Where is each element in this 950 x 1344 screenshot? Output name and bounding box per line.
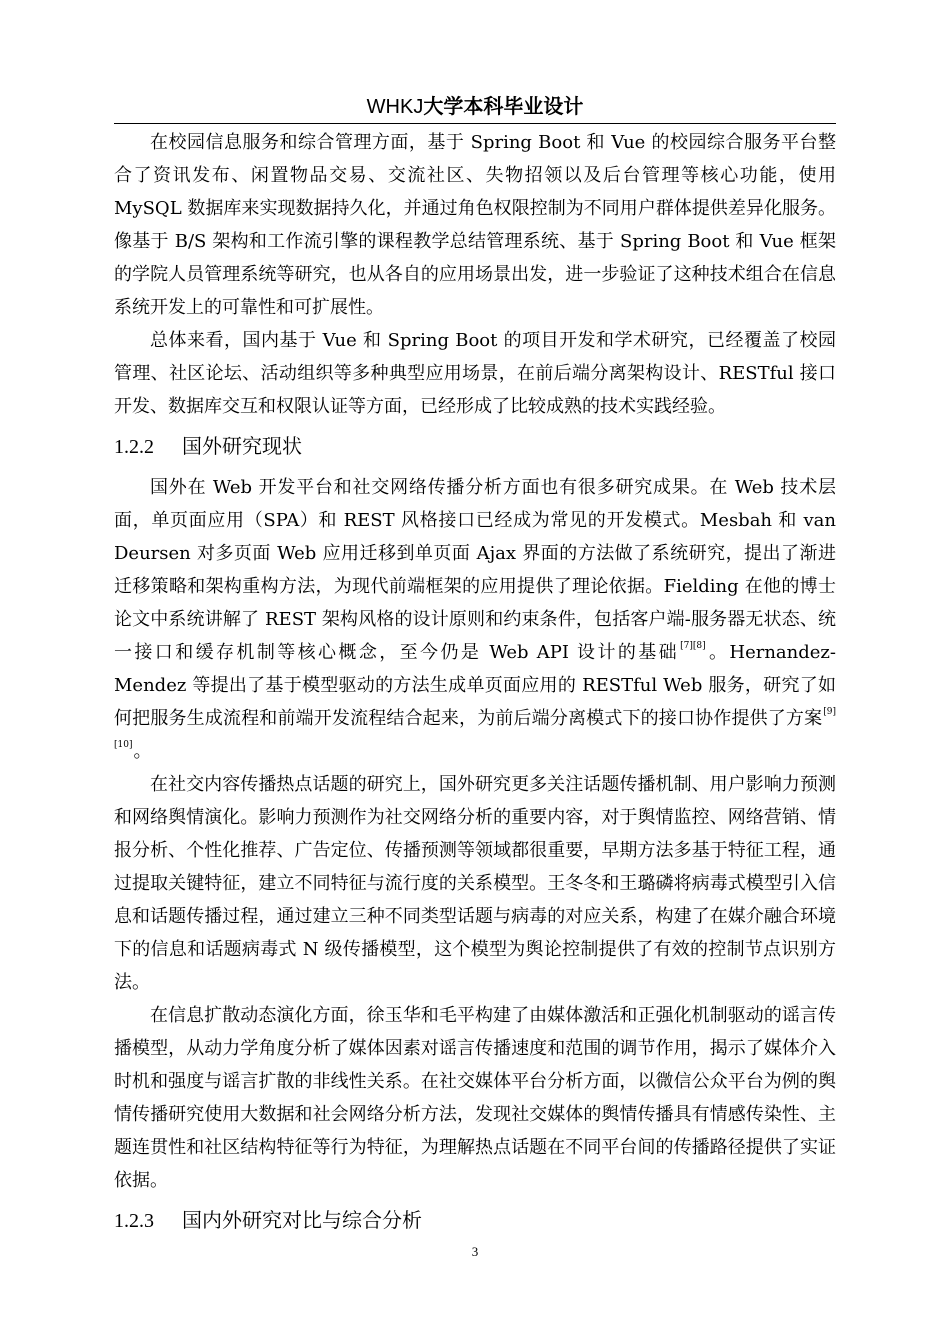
paragraph-text: 。Hernandez-Mendez 等提出了基于模型驱动的方法生成单页面应用的 RESTful Web 服务，研究了如何把服务生成流程和前端开发流程结合起来，为前后端分离模式下的接口协作提供了方案 <box>114 642 836 729</box>
paragraph: 在社交内容传播热点话题的研究上，国外研究更多关注话题传播机制、用户影响力预测和网络舆情演化。影响力预测作为社交网络分析的重要内容，对于舆情监控、网络营销、情报分析、个性化推荐、广告定位、传播预测等领域都很重要，早期方法多基于特征工程，通过提取关键特征，建立不同特征与流行度的关系模型。王冬冬和王璐磷将病毒式模型引入信息和话题传播过程，通过建立三种不同类型话题与病毒的对应关系，构建了在媒介融合环境下的信息和话题病毒式 N 级传播模型，这个模型为舆论控制提供了有效的控制节点识别方法。 <box>114 774 836 993</box>
paragraph: 在校园信息服务和综合管理方面，基于 Spring Boot 和 Vue 的校园综合服务平台整合了资讯发布、闲置物品交易、交流社区、失物招领以及后台管理等核心功能，使用 MySQL 数据库来实现数据持久化，并通过角色权限控制为不同用户群体提供差异化服务。像基于 B/S 架构和工作流引擎的课程教学总结管理系统、基于 Spring Boot 和 Vue 框架的学院人员管理系统等研究，也从各自的应用场景出发，进一步验证了这种技术组合在信息系统开发上的可靠性和可扩展性。 <box>114 132 836 318</box>
paragraph-text: 。 <box>133 741 152 762</box>
section-heading-1-2-3 <box>114 1197 836 1245</box>
document-body <box>114 126 836 1245</box>
section-title: 国内外研究对比与综合分析 <box>182 1208 422 1232</box>
paragraph <box>114 471 836 768</box>
section-title: 国外研究现状 <box>182 434 302 458</box>
paragraph: 在信息扩散动态演化方面，徐玉华和毛平构建了由媒体激活和正强化机制驱动的谣言传播模型，从动力学角度分析了媒体因素对谣言传播速度和范围的调节作用，揭示了媒体介入时机和强度与谣言扩散的非线性关系。在社交媒体平台分析方面，以微信公众平台为例的舆情传播研究使用大数据和社会网络分析方法，发现社交媒体的舆情传播具有情感传染性、主题连贯性和社区结构特征等行为特征，为理解热点话题在不同平台间的传播路径提供了实证依据。 <box>114 1005 836 1191</box>
header-title: 大学本科毕业设计 <box>423 94 584 118</box>
paragraph-text: 国外在 Web 开发平台和社交网络传播分析方面也有很多研究成果。在 Web 技术层面，单页面应用（SPA）和 REST 风格接口已经成为常见的开发模式。Mesbah 和 van Deursen 对多页面 Web 应用迁移到单页面 Ajax 界面的方法做了系统研究，提出了渐进迁移策略和架构重构方法，为现代前端框架的应用提供了理论依据。Fielding 在他的博士论文中系统讲解了 REST 架构风格的设计原则和约束条件，包括客户端-服务器无状态、统一接口和缓存机制等核心概念，至今仍是 Web API 设计的基础 <box>114 477 836 663</box>
section-number: 1.2.2 <box>114 436 154 458</box>
section-number: 1.2.3 <box>114 1210 154 1232</box>
citation: [9][10] <box>114 707 836 750</box>
header-school: WHKJ <box>366 96 424 118</box>
paragraph: 总体来看，国内基于 Vue 和 Spring Boot 的项目开发和学术研究，已经覆盖了校园管理、社区论坛、活动组织等多种典型应用场景，在前后端分离架构设计、RESTful 接口开发、数据库交互和权限认证等方面，已经形成了比较成熟的技术实践经验。 <box>114 330 836 417</box>
citation: [7][8] <box>680 641 706 651</box>
page-number: 3 <box>471 1244 479 1259</box>
section-heading-1-2-2 <box>114 423 836 471</box>
header-rule <box>114 123 836 124</box>
page-header <box>0 92 950 121</box>
